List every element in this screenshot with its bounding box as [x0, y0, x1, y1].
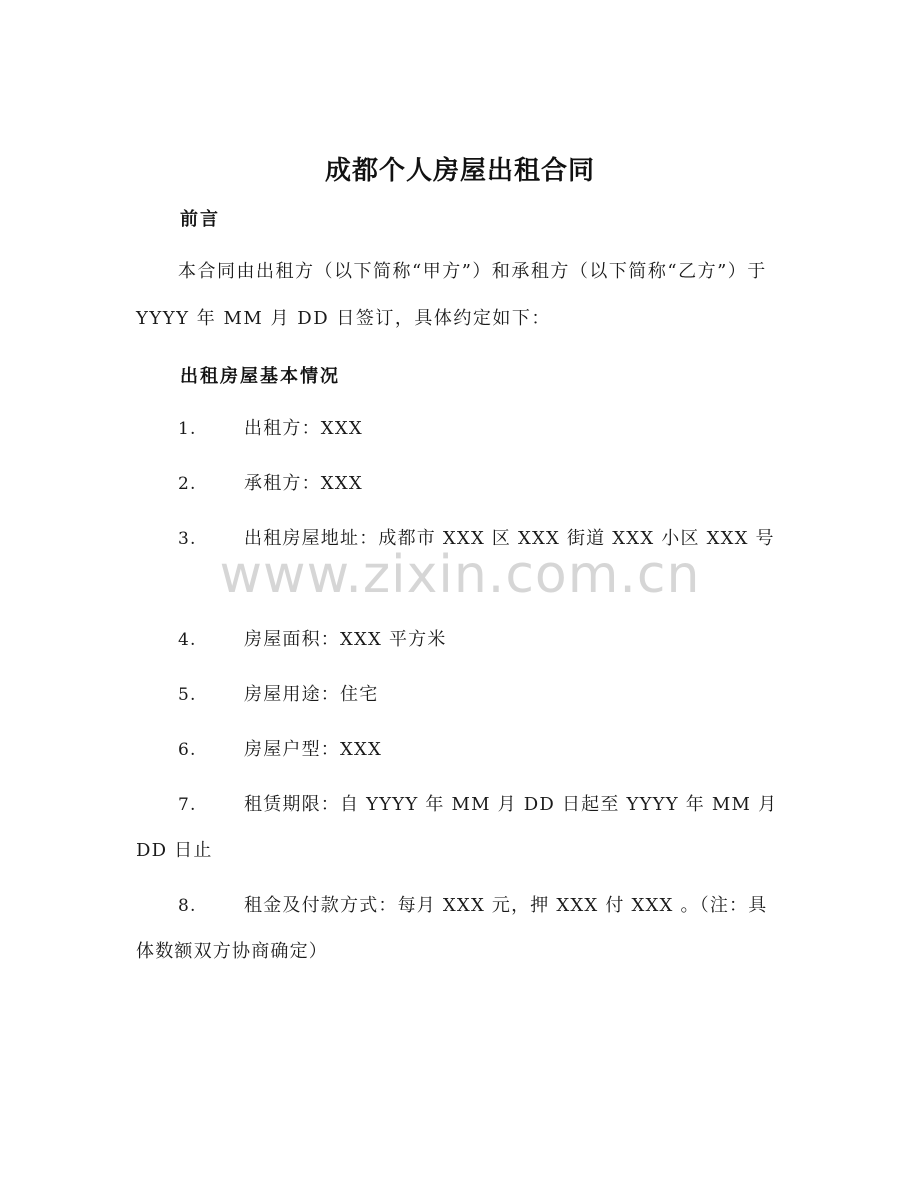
section-heading-preface: 前言: [180, 209, 220, 230]
list-item-text: 租赁期限：自 YYYY 年 MM 月 DD 日起至 YYYY 年 MM 月 DD 日止: [136, 794, 778, 861]
list-item-text: 承租方：XXX: [244, 473, 363, 494]
preface-paragraph: 本合同由出租方（以下简称“甲方”）和承租方（以下简称“乙方”）于 YYYY 年 MM 月 DD 日签订，具体约定如下：: [136, 261, 767, 329]
list-item-number: 6.: [178, 740, 197, 760]
list-item-text: 租金及付款方式：每月 XXX 元，押 XXX 付 XXX 。（注：具体数额双方协商确定）: [136, 895, 768, 962]
list-item-number: 3.: [178, 529, 197, 549]
list-item: [136, 727, 786, 773]
list-item: [136, 782, 786, 874]
list-item-number: 8.: [178, 896, 197, 916]
list-item-text: 房屋面积：XXX 平方米: [244, 629, 447, 650]
list-item-text: 房屋户型：XXX: [244, 739, 383, 760]
list-item: [136, 672, 786, 718]
list-item: [136, 883, 786, 975]
list-item-number: 7.: [178, 795, 197, 815]
document-title: 成都个人房屋出租合同: [324, 156, 595, 186]
list-item: [136, 461, 786, 507]
list-item: [136, 617, 786, 663]
list-item-number: 1.: [178, 419, 197, 439]
list-item-number: 5.: [178, 685, 197, 705]
watermark: www.zixin.com.cn: [219, 545, 701, 605]
list-item-text: 出租房屋地址：成都市 XXX 区 XXX 街道 XXX 小区 XXX 号: [244, 528, 775, 549]
section-heading-property-info: 出租房屋基本情况: [180, 366, 340, 387]
list-item-text: 出租方：XXX: [244, 418, 363, 439]
list-item: [136, 406, 786, 452]
list-item-number: 2.: [178, 474, 197, 494]
list-item-number: 4.: [178, 630, 197, 650]
list-item-text: 房屋用途：住宅: [244, 684, 379, 705]
